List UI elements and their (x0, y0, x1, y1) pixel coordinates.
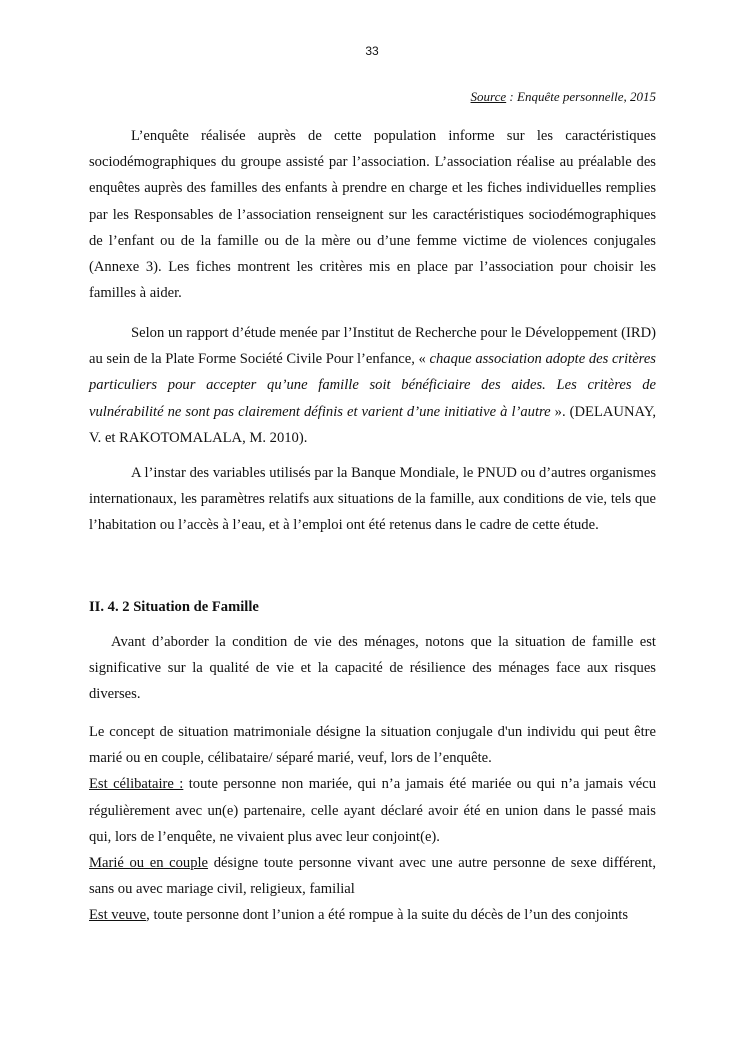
definition-marie (89, 850, 656, 902)
source-label: Source (470, 89, 507, 104)
paragraph-variables (89, 460, 656, 539)
quoted-text: chaque association adopte des critères particuliers pour accepter qu’une famille soit bénéficiaire des aides. Les critères de vulnérabilité ne sont pas clairement définis et varient d’une initiative à l’autre (89, 351, 656, 420)
definition-veuve (89, 902, 656, 928)
definition-text: désigne toute personne vivant avec une autre personne de sexe différent, sans ou avec mariage civil, religieux, familial (89, 855, 656, 898)
paragraph-survey (89, 123, 656, 306)
paragraph-text: A l’instar des variables utilisés par la Banque Mondiale, le PNUD ou d’autres organismes internationaux, les paramètres relatifs aux situations de la famille, aux conditions de vie, tels que l’habitation ou l’accès à l’eau, et à l’emploi ont été retenus dans le cadre de cette étude. (89, 465, 656, 534)
paragraph-ird-report (89, 320, 656, 451)
concept-paragraph: Le concept de situation matrimoniale désigne la situation conjugale d'un individu qui peut être marié ou en couple, célibataire/ séparé marié, veuf, lors de l’enquête. (89, 724, 656, 767)
definition-term: Est veuve (89, 907, 147, 924)
section-heading-block (89, 594, 656, 620)
definition-term: Est célibataire : (89, 776, 184, 793)
definition-text: , toute personne dont l’union a été rompue à la suite du décès de l’un des conjoints (146, 907, 629, 924)
section-heading: II. 4. 2 Situation de Famille (89, 599, 259, 615)
source-citation (471, 89, 656, 105)
paragraph-intro (89, 629, 656, 708)
paragraph-text: L’enquête réalisée auprès de cette population informe sur les caractéristiques sociodémographiques du groupe assisté par l’association. L’association réalise au préalable des enquêtes auprès des familles des enfants à prendre en charge et les fiches individuelles remplies par les Responsables de l’association renseignent sur les caractéristiques sociodémographiques de l’enfant ou de la famille ou de la mère ou d’une femme victime de violences conjugales (Annexe 3). Les fiches montrent les critères mis en place par l’association pour choisir les familles à aider. (89, 128, 656, 302)
paragraph-text: Avant d’aborder la condition de vie des ménages, notons que la situation de famille est significative sur la qualité de vie et la capacité de résilience des ménages face aux risques diverses. (89, 634, 656, 703)
definitions-block (89, 719, 656, 929)
definition-celibataire (89, 771, 656, 850)
paragraph-text-start: Selon un rapport d’étude menée par l’Institut de Recherche pour le Développement (IRD) au sein de la Plate Forme Société Civile Pour l’enfance, « (89, 325, 656, 368)
paragraph-text-end: ». (DELAUNAY, V. et RAKOTOMALALA, M. 2010). (89, 403, 657, 446)
page-number: 33 (365, 44, 379, 58)
source-text: : Enquête personnelle, 2015 (506, 89, 656, 104)
definition-text: toute personne non mariée, qui n’a jamais été mariée ou qui n’a jamais vécu régulièrement avec un(e) partenaire, celle ayant déclaré avoir été en union dans le passé mais qui, lors de l’enquête, ne vivaient plus avec leur conjoint(e). (89, 776, 656, 845)
definition-term: Marié ou en couple (89, 855, 209, 872)
